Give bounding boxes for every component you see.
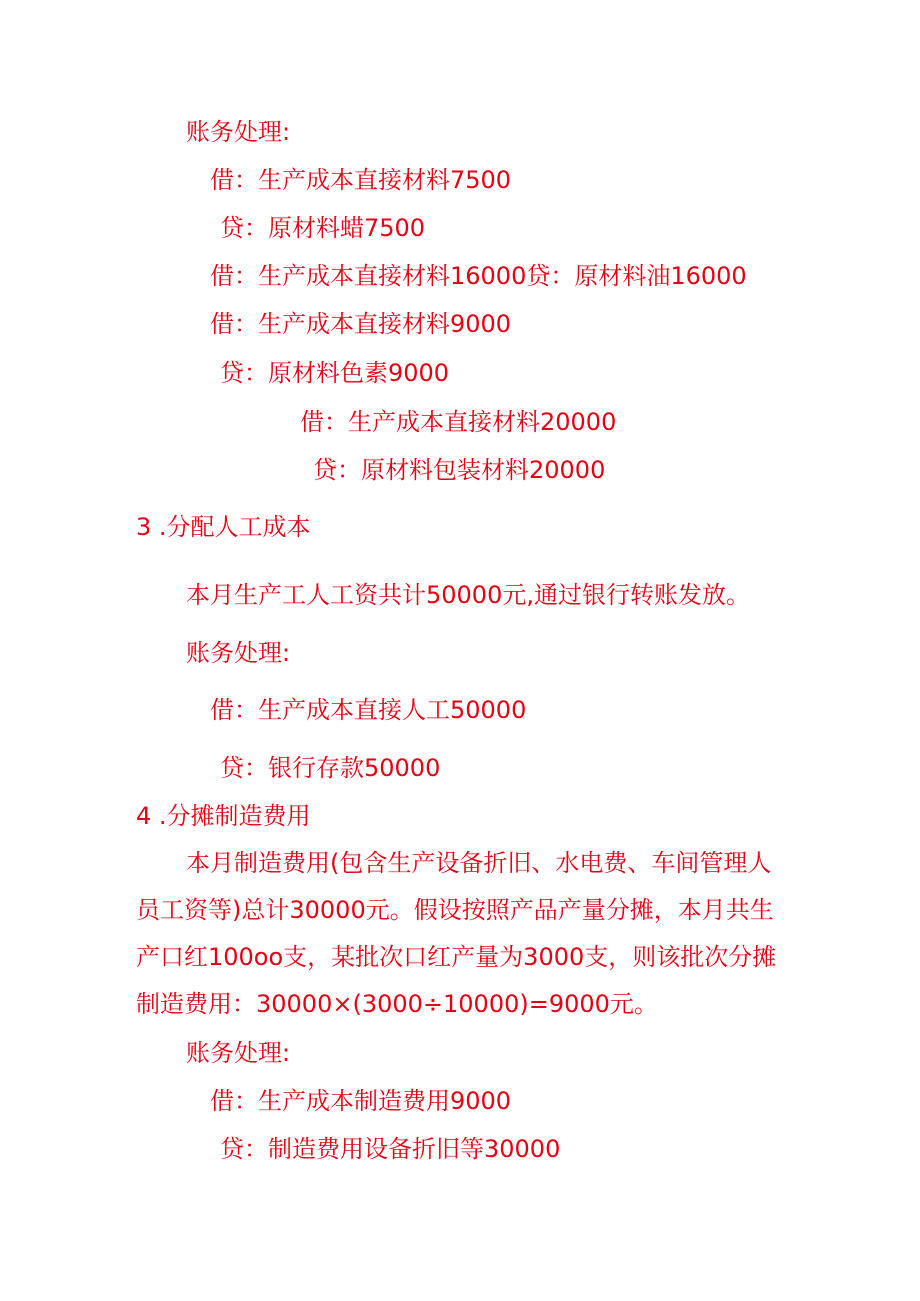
entry-line: 贷：银行存款50000 <box>220 754 441 782</box>
entry-line: 借：生产成本直接材料16000贷：原材料油16000 <box>210 262 747 290</box>
paragraph-line: 员工资等)总计30000元。假设按照产品产量分摊，本月共生 <box>136 896 774 924</box>
entry-line: 借：生产成本直接材料20000 <box>300 408 617 436</box>
paragraph-line: 产口红100oo支，某批次口红产量为3000支，则该批次分摊 <box>136 943 777 971</box>
paragraph-line: 本月制造费用(包含生产设备折旧、水电费、车间管理人 <box>186 849 772 877</box>
entry-line: 贷：原材料包装材料20000 <box>313 456 606 484</box>
entry-line: 借：生产成本制造费用9000 <box>210 1087 512 1115</box>
paragraph-line: 制造费用：30000×(3000÷10000)=9000元。 <box>136 990 658 1018</box>
section-heading: 3 .分配人工成本 <box>136 513 311 541</box>
entry-line: 借：生产成本直接材料7500 <box>210 166 512 194</box>
entry-line: 借：生产成本直接材料9000 <box>210 310 512 338</box>
accounting-label: 账务处理: <box>186 1039 291 1067</box>
entry-line: 贷：原材料色素9000 <box>220 359 450 387</box>
entry-line: 贷：制造费用设备折旧等30000 <box>220 1135 561 1163</box>
accounting-label: 账务处理: <box>186 639 291 667</box>
section-heading: 4 .分摊制造费用 <box>136 802 311 830</box>
accounting-label: 账务处理: <box>186 118 291 146</box>
entry-line: 贷：原材料蜡7500 <box>220 214 426 242</box>
section-description: 本月生产工人工资共计50000元,通过银行转账发放。 <box>186 581 750 609</box>
entry-line: 借：生产成本直接人工50000 <box>210 696 527 724</box>
